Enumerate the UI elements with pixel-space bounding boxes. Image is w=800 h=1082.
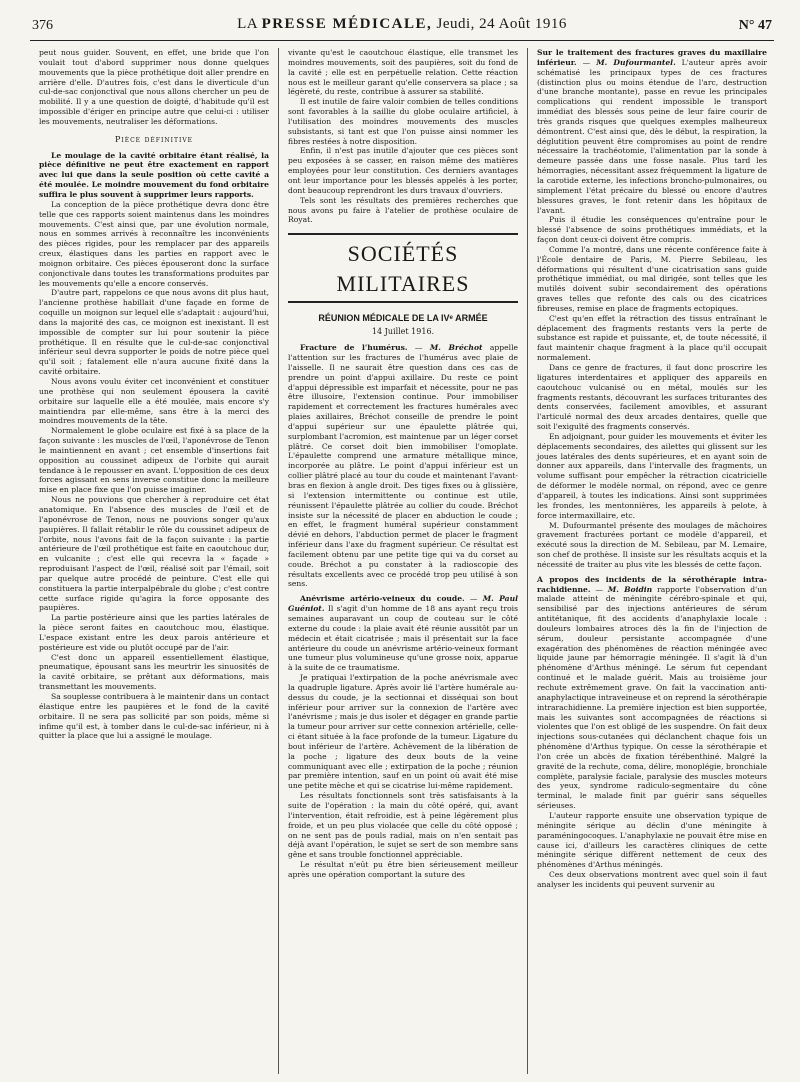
text-columns [30,48,776,1074]
section-title: SOCIÉTÉS MILITAIRES [288,239,518,303]
issue-number: N° 47 [738,18,772,33]
section-title-block [288,233,518,337]
paragraph: peut nous guider. Souvent, en effet, une bride que l'on voulait tout d'abord supprimer nous donne quelques mouvements que la pièce prothétique doit aller prendre en arrière d'elle. D'autres fois, c'est dans le diverticule d'un cul-de-sac conjonctival que nous allons chercher un peu de mobilité. Il y a une question de doigté, d'habitude qu'il est impossible d'ériger en principe autre que celui-ci : utiliser les mouvements, neutraliser les déformations. [39,48,269,126]
column-1 [30,48,278,1074]
paragraph: M. Dufourmantel présente des moulages de mâchoires gravement fracturées portant ce modèle d'appareil, et exécuté sous la direction de M. Sebileau, par M. Lemaire, son chef de prothèse. Il insiste sur les résultats acquis et la nécessité de traiter au plus vite les blessés de cette façon. [537,520,767,569]
article-title: Sur le traitement des fractures graves du maxillaire inférieur. [537,48,767,67]
journal-name: PRESSE MÉDICALE, [261,16,433,32]
article-author: M. Bréchot [429,343,483,353]
paragraph: Enfin, il n'est pas inutile d'ajouter que ces pièces sont peu exposées à se casser, en raison même des matières employées pour leur constitution. Ces derniers avantages ont leur importance pour les blessés appelés à les porter, dont beaucoup reprendront les durs travaux d'ouvriers. [288,146,518,195]
paragraph: Nous avons voulu éviter cet inconvénient et constituer une prothèse qui non seulement épousera la cavité orbitaire sur laquelle elle a été moulée, mais encore s'y maintiendra par elle-même, sans être à la merci des moindres mouvements de la tête. [39,377,269,426]
paragraph: C'est qu'en effet la rétraction des tissus entraînant le déplacement des fragments restants vers la perte de substance est rapide et puissante, et, de toute nécessité, il faut maintenir chaque fragment à la place qu'il occupait normalement. [537,313,767,363]
paragraph: vivante qu'est le caoutchouc élastique, elle transmet les moindres mouvements, soit des paupières, soit du fond de la cavité ; elle est en perpétuelle relation. Cette réaction nous est le meilleur garant qu'elle conservera sa place ; sa légèreté, du reste, contribue à assurer sa stabilité. [288,48,518,97]
paragraph: Il est inutile de faire valoir combien de telles conditions sont favorables à la saillie du globe oculaire artificiel, à l'utilisation des moindres mouvements des muscles subsistants, si tant est que l'on puisse ainsi nommer les fibres restées à notre disposition. [288,97,518,146]
journal-date: Jeudi, 24 Août 1916 [432,16,567,32]
paragraph: L'auteur rapporte ensuite une observation typique de méningite sérique au déclin d'une méningite à paraméningocoques. L'anaphylaxie ne pouvait être mise en cause ici, d'ailleurs les caractères cliniques de cette méningite sérique diffèrent nettement de ceux des phénomènes d'Arthus méningés. [537,810,767,870]
journal-title: LA PRESSE MÉDICALE, Jeudi, 24 Août 1916 [237,16,567,32]
article-title: A propos des incidents de la sérothérapie intra-rachidienne. [537,574,767,594]
paragraph: Le résultat n'eût pu être bien sérieusement meilleur après une opération comportant la suture des [288,860,518,879]
paragraph: La conception de la pièce prothétique devra donc être telle que ces rapports soient maintenus dans les moindres mouvements. C'est ainsi que, par une évolution normale, nous en sommes arrivés à reconnaître les inconvénients des pièces rigides, pour les remplacer par des appareils creux, élastiques dans les parties en rapport avec le moignon orbitaire. Ces pièces épouseront donc la surface conjonctivale dans toutes les transformations produites par les mouvements qu'elle a encore conservés. [39,199,269,288]
column-3 [527,48,776,1074]
article-title: Fracture de l'humérus. [300,343,408,353]
paragraph: Nous ne pouvions que chercher à reproduire cet état anatomique. En l'absence des muscles de l'œil et de l'aponévrose de Tenon, nous ne pouvions songer qu'aux paupières. Il fallait rétablir le rôle du coussinet adipeux de l'orbite, nous l'avons fait de la façon suivante : la partie antérieure de l'œil prothétique est faite en caoutchouc dur, en vulcanite ; c'est elle qui recevra la « façade » reproduisant l'aspect de l'œil, réalisé soit par l'émail, soit par quelque autre procédé de peinture. C'est elle qui constituera la partie interpalpébrale du globe ; c'est contre cette surface rigide qu'agira la force opposante des paupières. [39,495,269,613]
article-paragraph: A propos des incidents de la sérothérapie intra-rachidienne. — M. Boidin rapporte l'observation d'un malade atteint de méningite cérébro-spinale et qui, sensibilisé par des injections antérieures de sérum antitétanique, fit des accidents d'anaphylaxie locale : douleurs lombaires atroces dès la fin de l'injection de sérum, douleur persistante accompagnée d'une exagération des phénomènes de réaction méningée avec liquide jaune par hémorragie méningée. Il s'agit là d'un phénomène d'Arthus méningé. Le sérum fut cependant continué et le malade guérit. Mais au troisième jour rechute extrêmement grave. On fait la vaccination anti-anaphylactique intraveineuse et on reprend la sérothérapie intrarachidienne. La première injection est bien supportée, mais les suivantes sont accompagnées de réactions si violentes que l'on est obligé de les suspendre. On fait deux injections sous-cutanées qui déclanchent chaque fois un phénomène d'Arthus typique. On cesse la sérothérapie et l'on crée un abcès de fixation térébenthiné. Malgré la gravité de la rechute, coma, délire, monoplégie, bronchiale complète, paralysie faciale, paralysie des muscles moteurs des yeux, syndrome radiculo-segmentaire du cône terminal, le malade finit par guérir sans séquelles sérieuses. [537,574,767,811]
paragraph: Ces deux observations montrent avec quel soin il faut analyser les incidents qui peuvent survenir au [537,870,767,889]
page-header [30,14,774,41]
paragraph: C'est donc un appareil essentiellement élastique, pneumatique, épousant sans les meurtrir les sinuosités de la cavité orbitaire, se prêtant aux déformations, mais transmettant les mouvements. [39,652,269,692]
paragraph: La partie postérieure ainsi que les parties latérales de la pièce seront faites en caoutchouc mou, élastique. L'espace existant entre les deux parois antérieure et postérieure est vide ou plutôt occupé par de l'air. [39,613,269,652]
paragraph: Comme l'a montré, dans une récente conférence faite à l'École dentaire de Paris, M. Pierre Sebileau, les déformations qui résultent d'une cicatrisation sans guide prothétique immédiat, ou mal dirigée, sont telles que les mutilés doivent subir secondairement des opérations graves telles que refonte des cals ou des cicatrices fibreuses, remise en place de fragments ectopiques. [537,244,767,313]
paragraph: Sa souplesse contribuera à le maintenir dans un contact élastique entre les paupières et le fond de la cavité orbitaire. Il ne sera pas sollicité par son poids, même si infime qu'il est, à tomber dans le cul-de-sac inférieur, ni à quitter la place que lui a assigné le moulage. [39,692,269,741]
paragraph: En adjoignant, pour guider les mouvements et éviter les déplacements secondaires, des ailettes qui glissent sur les joues latérales des dents supérieures, et en ayant soin de donner aux appareils, dans l'intervalle des fragments, un volume suffisant pour empêcher la rétraction cicatricielle de déformer le modèle normal, on répond, avec ce genre d'appareil, à toutes les indications. Ainsi sont supprimées les frondes, les mentonnières, les appareils à pelote, à force intermaxillaire, etc. [537,431,767,520]
article-paragraph: Fracture de l'humérus. — M. Bréchot appelle l'attention sur les fractures de l'humérus avec plaie de l'aisselle. Il ne saurait être question dans ces cas de prendre un point d'appui axillaire. Du reste ce point d'appui dépressible est imparfait et nécessite, pour ne pas être illusoire, l'extension continue. Pour immobiliser rapidement et correctement les fractures humérales avec plaies axillaires, Bréchot conseille de prendre le point d'appui supérieur sur une épaulette plâtrée qui, surplombant l'acromion, est maintenue par un léger corset plâtré. Ce corset doit bien immobiliser l'omoplate. L'épaulette comprend une armature métallique mince, incorporée au plâtre. Le point d'appui inférieur est un collier plâtré placé au tour du coude et maintenant l'avant-bras en flexion à angle droit. Des tiges fixes ou à glissière, si l'extension intermittente ou continue est utile, réunissent l'épaulette plâtrée au collier du coude. Bréchot insiste sur la nécessité de placer en abduction le coude ; en effet, le fragment huméral supérieur constamment dévié en dehors, l'abduction permet de placer le fragment inférieur dans l'axe du fragment supérieur. Ce résultat est facilement obtenu par une petite tige qui va du corset au coude. Bréchot a pu constater à la radioscopie des résultats excellents avec ce procédé trop peu utilisé à son sens. [288,343,518,589]
meeting-title: RÉUNION MÉDICALE DE LA IVᵉ ARMÉE [318,313,488,324]
page-number: 376 [32,18,53,33]
paragraph: Le moulage de la cavité orbitaire étant réalisé, la pièce définitive ne peut être exactement en rapport avec lui que dans la seule position où cette cavité a été moulée. Le moindre mouvement du fond orbitaire suffira le plus souvent à supprimer leurs rapports. [39,150,269,199]
article-author: M. Dufourmantel. [596,57,676,67]
section-heading: Pièce définitive [114,134,194,144]
article-author: M. Boidin [607,584,653,594]
article-author: M. Paul Guéniot. [288,594,518,614]
article-paragraph: Anévrisme artério-veineux du coude. — M. Paul Guéniot. Il s'agit d'un homme de 18 ans ayant reçu trois semaines auparavant un coup de couteau sur le côté externe du coude : la plaie avait été réunie aussitôt par un médecin et était cicatrisée ; mais il présentait sur la face antérieure du coude un anévrisme artério-veineux formant une tumeur plus volumineuse qu'une grosse noix, apparue à la suite de ce traumatisme. [288,594,518,673]
paragraph: Tels sont les résultats des premières recherches que nous avons pu faire à l'atelier de prothèse oculaire de Royat. [288,195,518,225]
article-paragraph: Sur le traitement des fractures graves du maxillaire inférieur. — M. Dufourmantel. L'auteur après avoir schématisé les principaux types de ces fractures (distinction plus ou moins étendue de l'arc, destruction d'une branche montante), passe en revue les principales complications qui rendent impossible le transport immédiat des blessés sous peine de leur faire courir de très grands risques que quelques exemples malheureux démontrent. C'est ainsi que, dès le début, la respiration, la déglutition peuvent être compromises au point de rendre nécessaire la trachéotomie, l'alimentation par la sonde à demeure passée dans une fosse nasale. Plus tard les hémorragies, nécessitant assez fréquemment la ligature de la carotide externe, les infections broncho-pulmonaires, ou simplement l'état précaire du blessé ou encore d'autres blessures graves, le font retenir dans les hôpitaux de l'avant. [537,48,768,215]
paragraph: Puis il étudie les conséquences qu'entraîne pour le blessé l'absence de soins prothétiques immédiats, et la façon dont ceux-ci doivent être compris. [537,215,767,245]
column-2 [278,48,527,1074]
paragraph: D'autre part, rappelons ce que nous avons dit plus haut, l'ancienne prothèse habillait d'une façade en forme de coquille un moignon sur lequel elle s'adaptait : aujourd'hui, dans la majorité des cas, ce moignon est inexistant. Il est impossible de compter sur lui pour soutenir la pièce prothétique. Il en résulte que le cul-de-sac conjonctival inférieur seul devra supporter le poids de notre pièce quel qu'il soit ; fatalement elle n'aura aucune fixité dans la cavité orbitaire. [39,288,269,377]
paragraph: Normalement le globe oculaire est fixé à sa place de la façon suivante : les muscles de l'œil, l'aponévrose de Tenon le maintiennent en avant ; cet ensemble d'insertions fait opposition au coussinet adipeux de l'orbite qui aurait tendance à le repousser en avant. L'opposition de ces deux forces agissant en sens inverse constitue donc la meilleure mise en place fixe que l'on puisse imaginer. [39,426,269,495]
meeting-date: 14 Juillet 1916. [371,327,435,337]
paragraph: Dans ce genre de fractures, il faut donc proscrire les ligatures interdentaires et appliquer des appareils en caoutchouc vulcanisé ou en métal, moulés sur les fragments restants, découvrant les surfaces triturantes des dents conservées, facilement amovibles, et assurant l'articulé normal des deux arcades dentaires, quelle que soit l'exiguïté des fragments conservés. [537,363,767,432]
article-title: Anévrisme artério-veineux du coude. [300,594,465,604]
paragraph: Je pratiquai l'extirpation de la poche anévrismale avec la quadruple ligature. Après avoir lié l'artère humérale au-dessus du coude, je la sectionnai et disséquai son bout inférieur pour arriver sur la connexion de l'artère avec l'anévrisme ; mais je dus isoler et dégager en grande partie la tumeur pour arriver sur cette connexion artérielle, celle-ci étant située à la face profonde de la tumeur. Ligature du bout inférieur de l'artère. Achèvement de la libération de la poche ; ligature des deux bouts de la veine communiquant avec elle ; extirpation de la poche ; réunion par première intention, sauf en un point où avait été mise une petite mèche et qui se cicatrise lui-même rapidement. [288,673,518,791]
paragraph: Les résultats fonctionnels sont très satisfaisants à la suite de l'opération : la main du côté opéré, qui, avant l'intervention, était refroidie, est à peine légèrement plus froide, et un peu plus violacée que celle du côté opposé ; on ne sent pas de pouls radial, mais on n'en sentait pas déjà avant l'opération, le sujet se sert de son membre sans gêne et sans trouble fonctionnel appréciable. [288,791,518,860]
